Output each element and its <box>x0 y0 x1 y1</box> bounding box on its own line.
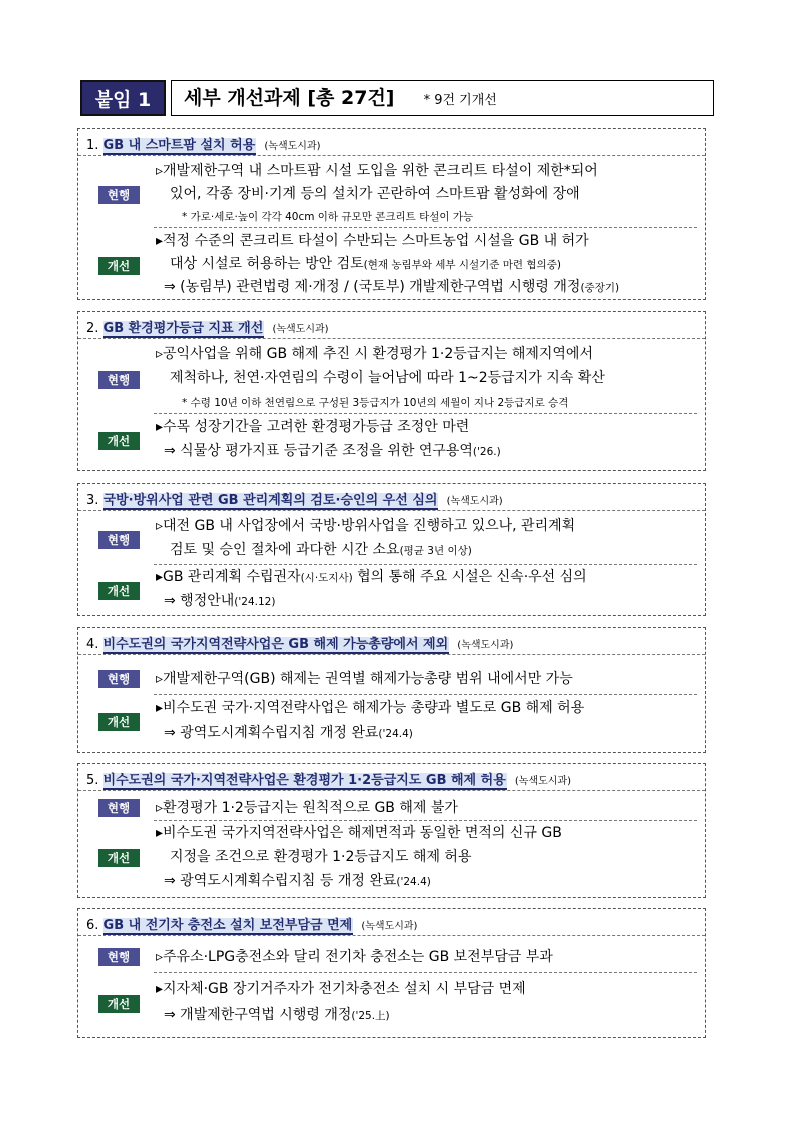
task-section-6 <box>77 908 706 1038</box>
header-title-box <box>171 80 714 116</box>
task-section-2 <box>77 311 706 471</box>
divider <box>78 790 705 791</box>
divider <box>78 338 705 339</box>
improve-text: ▸비수도권 국가·지역전략사업은 해제가능 총량과 별도로 GB 해제 허용 <box>156 700 585 716</box>
section-dept: (녹색도시과) <box>457 640 514 651</box>
section-title: 3. 국방·방위사업 관련 GB 관리계획의 검토·승인의 우선 심의 (녹색도시과) <box>86 493 503 508</box>
section-dept: (녹색도시과) <box>361 921 418 932</box>
section-title: 1. GB 내 스마트팜 설치 허용 (녹색도시과) <box>86 138 321 153</box>
page-title: 세부 개선과제 [총 27건] <box>184 87 395 109</box>
section-title: 5. 비수도권의 국가·지역전략사업은 환경평가 1·2등급지도 GB 해제 허용 (녹색도시과) <box>86 773 572 788</box>
current-label: 현행 <box>98 670 140 688</box>
section-title: 2. GB 환경평가등급 지표 개선 (녹색도시과) <box>86 321 329 336</box>
task-section-1 <box>77 128 706 300</box>
section-heading: 비수도권의 국가지역전략사업은 GB 해제 가능총량에서 제외 <box>103 637 449 652</box>
current-text: ▹환경평가 1·2등급지는 원칙적으로 GB 해제 불가 <box>156 800 458 816</box>
current-text: ▹개발제한구역 내 스마트팜 시설 도입을 위한 콘크리트 타설이 제한*되어 <box>156 163 598 179</box>
improve-text: ⇒ 식물상 평가지표 등급기준 조정을 위한 연구용역('26.) <box>164 443 501 459</box>
section-heading: 국방·방위사업 관련 GB 관리계획의 검토·승인의 우선 심의 <box>103 493 438 508</box>
section-dept: (녹색도시과) <box>446 496 503 507</box>
improve-label: 개선 <box>98 713 140 731</box>
header-note: * 9건 기개선 <box>423 93 497 108</box>
improve-label: 개선 <box>98 582 140 600</box>
improve-label: 개선 <box>98 257 140 275</box>
appendix-header <box>80 80 714 116</box>
divider <box>78 155 705 156</box>
improve-label: 개선 <box>98 432 140 450</box>
improve-label: 개선 <box>98 849 140 867</box>
divider <box>154 413 697 414</box>
appendix-badge: 붙임 1 <box>80 80 166 116</box>
current-label: 현행 <box>98 371 140 389</box>
divider <box>78 510 705 511</box>
task-section-5 <box>77 763 706 898</box>
current-label: 현행 <box>98 186 140 204</box>
footnote: * 수령 10년 이하 천연림으로 구성된 3등급지가 10년의 세월이 지나 2등급지로 승격 <box>182 397 569 409</box>
improve-text: ⇒ 광역도시계획수립지침 등 개정 완료('24.4) <box>164 873 431 889</box>
section-title: 6. GB 내 전기차 충전소 설치 보전부담금 면제 (녹색도시과) <box>86 918 418 933</box>
current-text: ▹대전 GB 내 사업장에서 국방·방위사업을 진행하고 있으나, 관리계획 <box>156 518 576 534</box>
current-text: 검토 및 승인 절차에 과다한 시간 소요(평균 3년 이상) <box>170 542 472 558</box>
improve-text: ▸지자체·GB 장기거주자가 전기차충전소 설치 시 부담금 면제 <box>156 981 526 997</box>
divider <box>154 694 697 695</box>
section-heading: GB 내 스마트팜 설치 허용 <box>103 138 256 153</box>
improve-text: ⇒ 광역도시계획수립지침 개정 완료('24.4) <box>164 725 413 741</box>
section-heading: 비수도권의 국가·지역전략사업은 환경평가 1·2등급지도 GB 해제 허용 <box>103 773 506 788</box>
divider <box>154 820 697 821</box>
section-heading: GB 환경평가등급 지표 개선 <box>103 321 264 336</box>
section-dept: (녹색도시과) <box>514 776 572 787</box>
divider <box>154 564 697 565</box>
task-section-4 <box>77 627 706 753</box>
section-title: 4. 비수도권의 국가지역전략사업은 GB 해제 가능총량에서 제외 (녹색도시과) <box>86 637 514 652</box>
improve-text: ⇒ 행정안내('24.12) <box>164 593 276 609</box>
divider <box>78 654 705 655</box>
section-dept: (녹색도시과) <box>264 141 321 152</box>
improve-text: ⇒ (농림부) 관련법령 제·개정 / (국토부) 개발제한구역법 시행령 개정(중장기) <box>164 279 620 295</box>
current-text: ▹개발제한구역(GB) 해제는 권역별 해제가능총량 범위 내에서만 가능 <box>156 671 573 687</box>
improve-text: ▸적정 수준의 콘크리트 타설이 수반되는 스마트농업 시설을 GB 내 허가 <box>156 233 589 249</box>
improve-text: 지정을 조건으로 환경평가 1·2등급지도 해제 허용 <box>170 849 472 865</box>
improve-text: 대상 시설로 허용하는 방안 검토(현재 농림부와 세부 시설기준 마련 협의중) <box>170 256 561 272</box>
current-text: 있어, 각종 장비·기계 등의 설치가 곤란하여 스마트팜 활성화에 장애 <box>170 186 580 202</box>
divider <box>154 972 697 973</box>
current-text: ▹주유소·LPG충전소와 달리 전기차 충전소는 GB 보전부담금 부과 <box>156 949 553 965</box>
current-label: 현행 <box>98 531 140 549</box>
divider <box>78 935 705 936</box>
improve-text: ▸비수도권 국가지역전략사업은 해제면적과 동일한 면적의 신규 GB <box>156 825 562 841</box>
footnote: * 가로·세로·높이 각각 40cm 이하 규모만 콘크리트 타설이 가능 <box>182 211 474 223</box>
current-label: 현행 <box>98 948 140 966</box>
improve-text: ⇒ 개발제한구역법 시행령 개정('25.上) <box>164 1007 390 1023</box>
improve-label: 개선 <box>98 995 140 1013</box>
task-section-3 <box>77 483 706 616</box>
section-dept: (녹색도시과) <box>272 324 329 335</box>
current-text: 제척하나, 천연·자연림의 수령이 늘어남에 따라 1~2등급지가 지속 확산 <box>170 370 605 386</box>
improve-text: ▸수목 성장기간을 고려한 환경평가등급 조정안 마련 <box>156 419 470 435</box>
divider <box>154 227 697 228</box>
current-text: ▹공익사업을 위해 GB 해제 추진 시 환경평가 1·2등급지는 해제지역에서 <box>156 346 593 362</box>
improve-text: ▸GB 관리계획 수립권자(시·도지사) 협의 통해 주요 시설은 신속·우선 심의 <box>156 569 587 585</box>
section-heading: GB 내 전기차 충전소 설치 보전부담금 면제 <box>103 918 353 933</box>
current-label: 현행 <box>98 799 140 817</box>
